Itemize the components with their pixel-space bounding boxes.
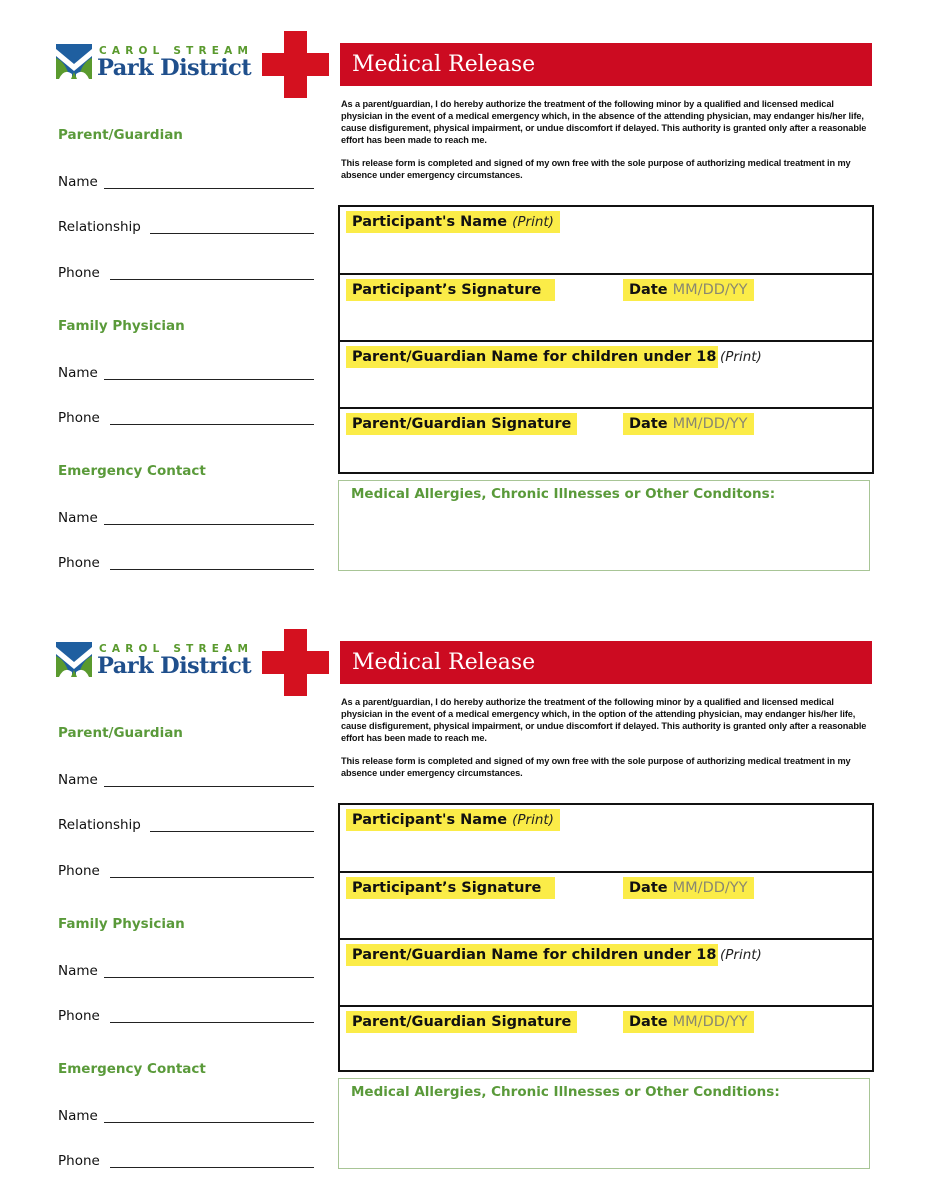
park-district-logo-icon [56,642,92,677]
field-line[interactable] [104,786,314,787]
title-banner [340,43,872,86]
guardian-name-label: Parent/Guardian Name for children under 18 [346,346,718,368]
participant-name-box[interactable] [340,207,872,273]
section-title-emergency-contact: Emergency Contact [58,1061,206,1077]
section-title-family-physician: Family Physician [58,318,185,334]
physician-name-field[interactable] [58,363,314,383]
field-line[interactable] [110,279,314,280]
field-label: Phone [58,863,100,879]
parent-name-field[interactable] [58,770,314,790]
emergency-name-field[interactable] [58,508,314,528]
guardian-date-field[interactable]: Date MM/DD/YY [623,413,754,435]
parent-relationship-field[interactable] [58,217,314,237]
field-label: Relationship [58,219,141,235]
field-label: Phone [58,555,100,571]
participant-date-field[interactable]: Date MM/DD/YY [623,279,754,301]
guardian-signature-label: Parent/Guardian Signature [346,1011,577,1033]
medical-conditions-label: Medical Allergies, Chronic Illnesses or Other Conditons: [351,486,776,502]
logo-org-bottom: Park District [97,653,251,679]
emergency-name-field[interactable] [58,1106,314,1126]
logo-org-top: CAROL STREAM [99,45,254,57]
field-line[interactable] [150,233,314,234]
emergency-phone-field[interactable] [58,553,314,573]
field-line[interactable] [104,1122,314,1123]
section-title-parent-guardian: Parent/Guardian [58,127,183,143]
physician-name-field[interactable] [58,961,314,981]
field-line[interactable] [104,188,314,189]
medical-conditions-label: Medical Allergies, Chronic Illnesses or Other Conditions: [351,1084,780,1100]
field-label: Name [58,174,98,190]
signature-table [338,803,874,1072]
guardian-name-box[interactable] [340,938,872,1006]
parent-relationship-field[interactable] [58,815,314,835]
field-label: Name [58,1108,98,1124]
parent-phone-field[interactable] [58,861,314,881]
field-label: Phone [58,1008,100,1024]
guardian-name-box[interactable] [340,340,872,408]
logo-org-top: CAROL STREAM [99,643,254,655]
participant-date-field[interactable]: Date MM/DD/YY [623,877,754,899]
participant-signature-box[interactable] [340,273,872,341]
guardian-signature-box[interactable] [340,407,872,475]
medical-conditions-box[interactable] [338,480,870,571]
release-paragraph: This release form is completed and signed of my own free with the sole purpose of authorizing medical treatment in my absence under emergency circumstances. [341,756,851,778]
medical-conditions-box[interactable] [338,1078,870,1169]
park-district-logo [56,44,256,84]
participant-signature-box[interactable] [340,871,872,939]
participant-signature-label: Participant’s Signature [346,877,555,899]
field-line[interactable] [104,977,314,978]
field-line[interactable] [110,424,314,425]
parent-name-field[interactable] [58,172,314,192]
section-title-emergency-contact: Emergency Contact [58,463,206,479]
form-title: Medical Release [352,52,536,77]
section-title-family-physician: Family Physician [58,916,185,932]
field-label: Name [58,510,98,526]
field-label: Phone [58,265,100,281]
release-paragraph: This release form is completed and signed of my own free with the sole purpose of authorizing medical treatment in my absence under emergency circumstances. [341,158,851,180]
participant-name-label: Participant's Name (Print) [346,211,560,233]
field-line[interactable] [104,379,314,380]
authorization-paragraph: As a parent/guardian, I do hereby authorize the treatment of the following minor by a qualified and licensed medical physician in the event of a medical emergency which, in the absence of the attending physician, may endanger his/her life, cause disfigurement, physical impairment, or undue discomfort if delayed. This authority is granted only after a reasonable effort has been made to reach me. [341,99,867,145]
guardian-date-field[interactable]: Date MM/DD/YY [623,1011,754,1033]
field-label: Name [58,772,98,788]
form-title: Medical Release [352,650,536,675]
guardian-name-label: Parent/Guardian Name for children under 18 [346,944,718,966]
title-banner [340,641,872,684]
medical-release-form-2 [0,598,927,1196]
guardian-name-print-note: (Print) [720,947,762,963]
red-cross-icon [262,629,329,696]
field-line[interactable] [110,877,314,878]
field-label: Name [58,963,98,979]
field-line[interactable] [150,831,314,832]
participant-name-label: Participant's Name (Print) [346,809,560,831]
field-line[interactable] [104,524,314,525]
logo-org-bottom: Park District [97,55,251,81]
physician-phone-field[interactable] [58,408,314,428]
park-district-logo-icon [56,44,92,79]
signature-table [338,205,874,474]
field-line[interactable] [110,1022,314,1023]
park-district-logo [56,642,256,682]
parent-phone-field[interactable] [58,263,314,283]
field-line[interactable] [110,569,314,570]
authorization-text [341,98,871,192]
field-line[interactable] [110,1167,314,1168]
authorization-text [341,696,871,790]
field-label: Relationship [58,817,141,833]
field-label: Phone [58,1153,100,1169]
authorization-paragraph: As a parent/guardian, I do hereby authorize the treatment of the following minor by a qualified and licensed medical physician in the event of a medical emergency which, in the option of the attending physician, may endanger his/her life, cause disfigurement, physical impairment, or undue discomfort if delayed. This authority is granted only after a reasonable effort has been made to reach me. [341,697,867,743]
guardian-name-print-note: (Print) [720,349,762,365]
medical-release-form-1 [0,0,927,598]
red-cross-icon [262,31,329,98]
physician-phone-field[interactable] [58,1006,314,1026]
guardian-signature-label: Parent/Guardian Signature [346,413,577,435]
field-label: Phone [58,410,100,426]
field-label: Name [58,365,98,381]
participant-name-box[interactable] [340,805,872,871]
section-title-parent-guardian: Parent/Guardian [58,725,183,741]
emergency-phone-field[interactable] [58,1151,314,1171]
participant-signature-label: Participant’s Signature [346,279,555,301]
guardian-signature-box[interactable] [340,1005,872,1073]
